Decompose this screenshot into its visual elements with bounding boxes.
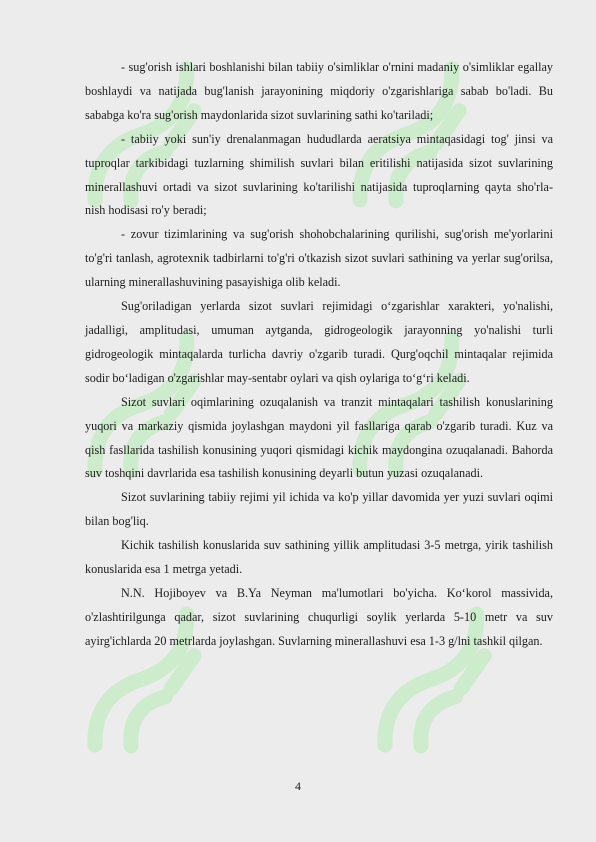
paragraph-1: - sug'orish ishlari boshlanishi bilan tabiiy o'simliklar o'rnini madaniy o'simliklar egallay boshlaydi va natijada bug'lanish jarayonining miqdoriy o'zgarishlariga sabab bo'ladi. Bu sababga ko'ra sug'orish maydonlarida sizot suvlarining sathi ko'tariladi; xyxy=(85,60,553,122)
page-number: 4 xyxy=(295,779,301,793)
paragraph-6: Sizot suvlarining tabiiy rejimi yil ichida va ko'p yillar davomida yer yuzi suvlari oqimi bilan bog'liq. xyxy=(85,490,553,529)
paragraph-4: Sug'oriladigan yerlarda sizot suvlari rejimidagi o‘zgarishlar xarakteri, yo'nalishi, jadalligi, amplitudasi, umuman aytganda, gidrogeologik jarayonning yo'nalishi turli gidrogeologik mintaqalarda turlicha davriy o'zgarib turadi. Qurg'oqchil mintaqalar rejimida sodir bo‘ladigan o'zgarishlar may-sentabr oylari va qish oylariga to‘g‘ri keladi. xyxy=(85,299,553,385)
body-text xyxy=(85,56,553,654)
paragraph-3: - zovur tizimlarining va sug'orish shohobchalarining qurilishi, sug'orish me'yorlarini to'g'ri tanlash, agrotexnik tadbirlarni to'g'ri o'tkazish sizot suvlari sathining va yerlar sug'orilsa, ularning minerallashuvining pasayishiga olib keladi. xyxy=(85,227,553,290)
paragraph-8: N.N. Hojiboyev va B.Ya Neyman ma'lumotlari bo'yicha. Ko‘korol massivida, o'zlashtirilgunga qadar, sizot suvlarining chuqurligi soylik yerlarda 5-10 metr va suv ayirg'ichlarda 20 metrlarda joylashgan. Suvlarning minerallashuvi esa 1-3 g/lni tashkil qilgan. xyxy=(85,585,553,648)
paragraph-5: Sizot suvlari oqimlarining ozuqalanish va tranzit mintaqalari tashilish konuslarining yuqori va markaziy qismida joylashgan maydoni yil fasllariga qarab o'zgarib turadi. Kuz va qish fasllarida tashilish konusining yuqori qismidagi kichik maydongina ozuqalanadi. Bahorda suv toshqini davrlarida esa tashilish konusining deyarli butun yuzasi ozuqalanadi. xyxy=(85,394,553,481)
paragraph-2: - tabiiy yoki sun'iy drenalanmagan hududlarda aeratsiya mintaqasidagi tog' jinsi va tuproqlar tarkibidagi tuzlarning shimilish suvlari bilan eritilishi natijasida sizot suvlarining minerallashuvi ortadi va sizot suvlarining ko'tarilishi natijasida tuproqlarning qayta sho'rla- nish hodisasi ro'y beradi; xyxy=(85,131,553,218)
paragraph-7: Kichik tashilish konuslarida suv sathining yillik amplitudasi 3-5 metrga, yirik tashilish konuslarida esa 1 metrga yetadi. xyxy=(85,538,553,577)
